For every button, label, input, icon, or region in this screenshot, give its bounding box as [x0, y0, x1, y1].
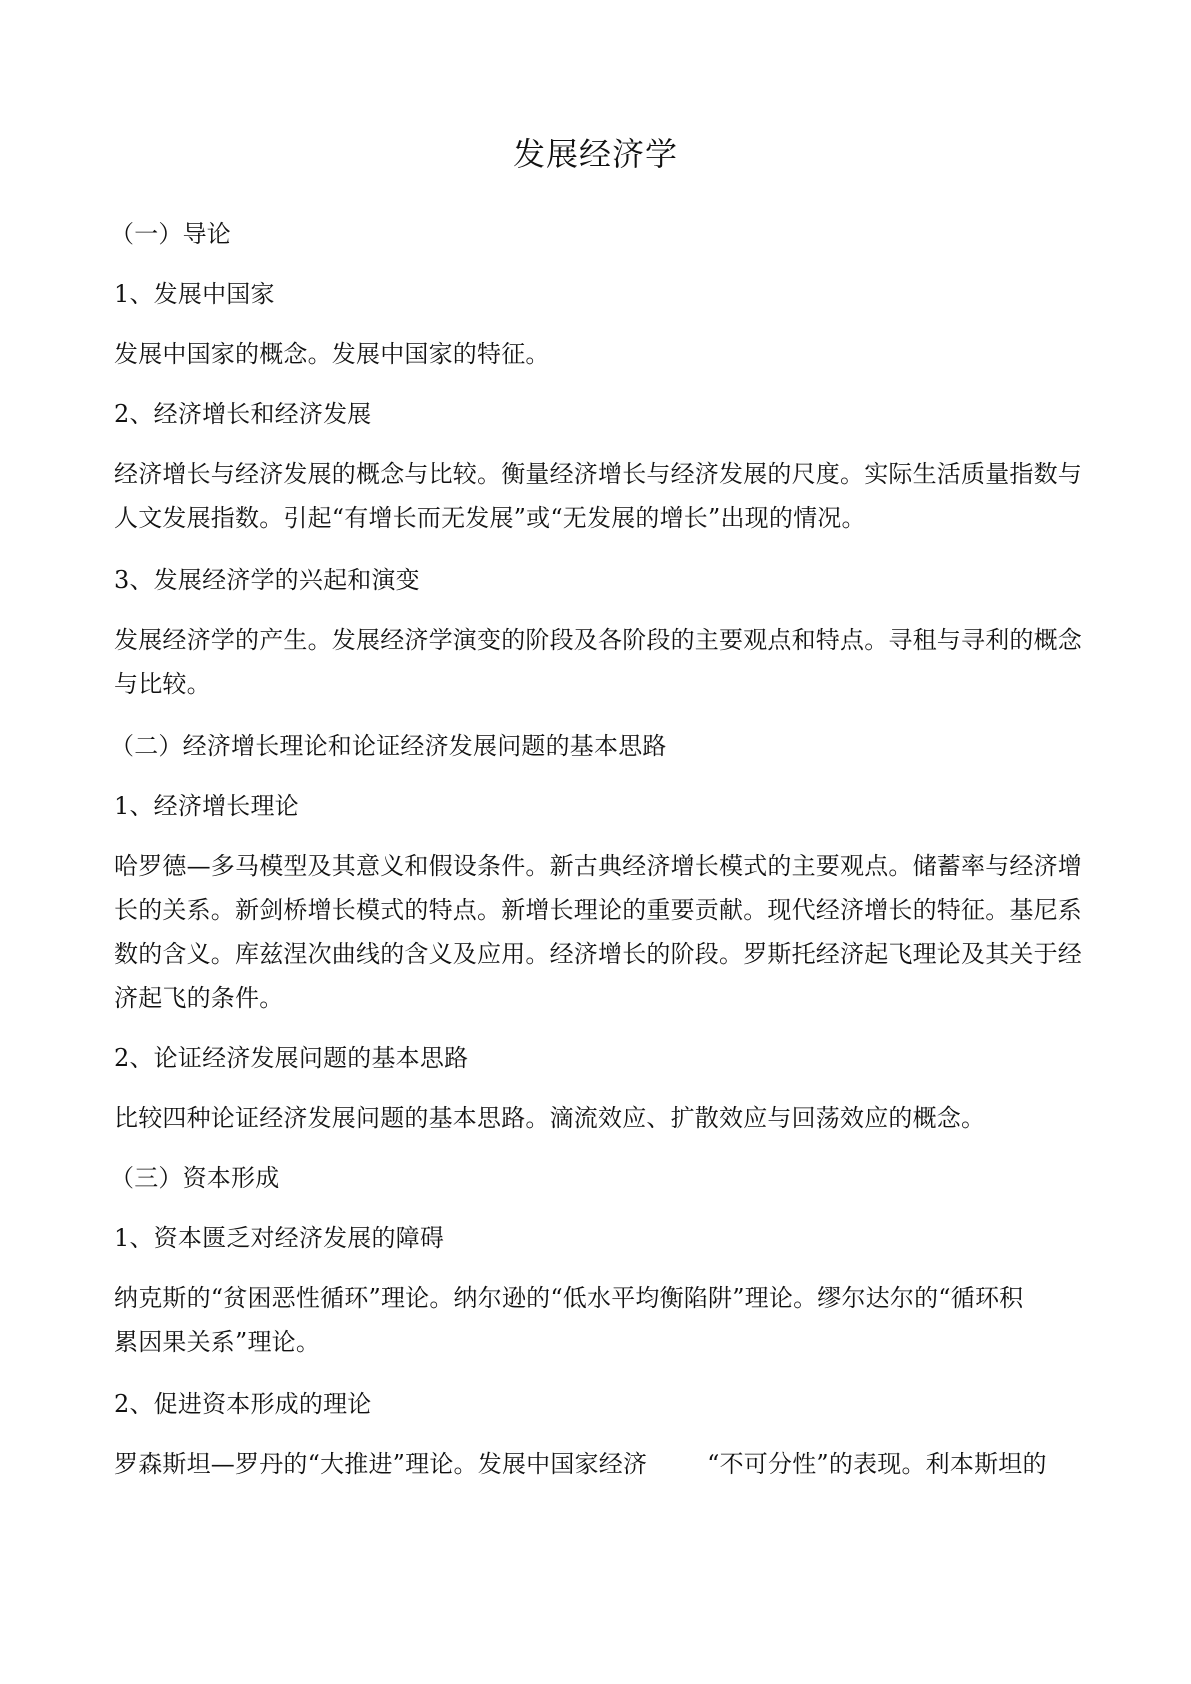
- subsection-heading: 3、发展经济学的兴起和演变: [114, 566, 420, 594]
- paragraph-line-last: [114, 1448, 1084, 1480]
- paragraph-line: 长的关系。新剑桥增长模式的特点。新增长理论的重要贡献。现代经济增长的特征。基尼系: [114, 896, 1082, 924]
- subsection-heading: 2、论证经济发展问题的基本思路: [114, 1044, 469, 1072]
- subsection-heading: 1、发展中国家: [114, 280, 275, 308]
- paragraph-text-part2: “不可分性”的表现。利本斯坦的: [707, 1450, 1047, 1478]
- paragraph-line: 累因果关系”理论。: [114, 1328, 321, 1356]
- paragraph-line: 与比较。: [114, 670, 211, 698]
- paragraph-line: 纳克斯的“贫困恶性循环”理论。纳尔逊的“低水平均衡陷阱”理论。缪尔达尔的“循环积: [114, 1284, 1024, 1312]
- paragraph-line: 数的含义。库兹涅次曲线的含义及应用。经济增长的阶段。罗斯托经济起飞理论及其关于经: [114, 940, 1082, 968]
- section-heading: （一）导论: [110, 220, 231, 248]
- subsection-heading: 2、经济增长和经济发展: [114, 400, 372, 428]
- section-heading: （三）资本形成: [110, 1164, 280, 1192]
- paragraph-line: 发展中国家的概念。发展中国家的特征。: [114, 340, 550, 368]
- paragraph-line: 人文发展指数。引起“有增长而无发展”或“无发展的增长”出现的情况。: [114, 504, 866, 532]
- document-title: 发展经济学: [512, 135, 678, 173]
- paragraph-line: 哈罗德—多马模型及其意义和假设条件。新古典经济增长模式的主要观点。储蓄率与经济增: [114, 852, 1082, 880]
- paragraph-line: 比较四种论证经济发展问题的基本思路。滴流效应、扩散效应与回荡效应的概念。: [114, 1104, 986, 1132]
- paragraph-line: 经济增长与经济发展的概念与比较。衡量经济增长与经济发展的尺度。实际生活质量指数与: [114, 460, 1082, 488]
- section-heading: （二）经济增长理论和论证经济发展问题的基本思路: [110, 732, 667, 760]
- paragraph-line: 发展经济学的产生。发展经济学演变的阶段及各阶段的主要观点和特点。寻租与寻利的概念: [114, 626, 1082, 654]
- subsection-heading: 1、资本匮乏对经济发展的障碍: [114, 1224, 445, 1252]
- subsection-heading: 1、经济增长理论: [114, 792, 299, 820]
- paragraph-text-part1: 罗森斯坦—罗丹的“大推进”理论。发展中国家经济: [114, 1450, 648, 1478]
- paragraph-line: 济起飞的条件。: [114, 984, 284, 1012]
- subsection-heading: 2、促进资本形成的理论: [114, 1390, 372, 1418]
